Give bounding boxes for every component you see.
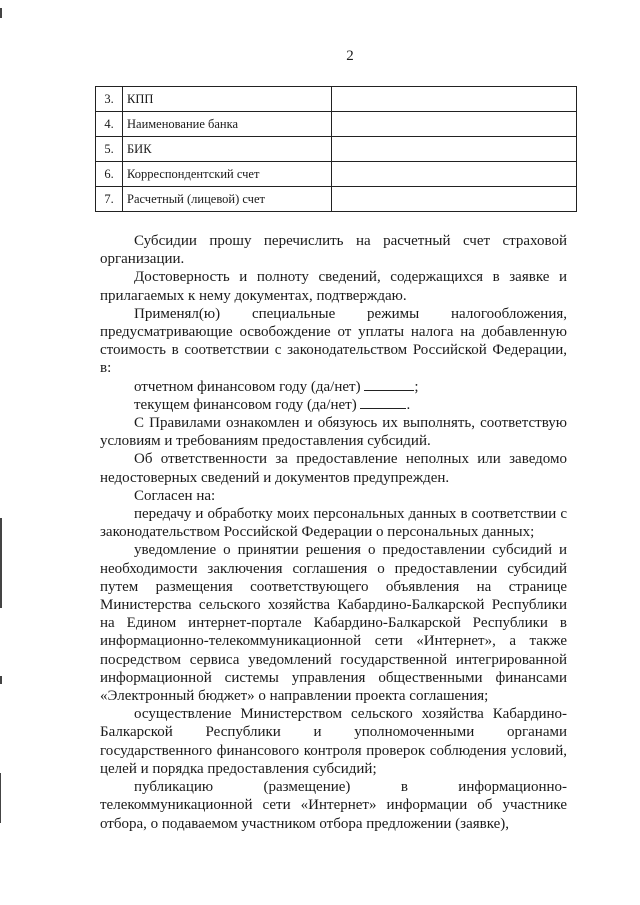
- current-year-label: текущем финансовом году (да/нет): [134, 396, 357, 413]
- row-number: 5.: [96, 137, 123, 162]
- bank-details-table: [95, 86, 577, 212]
- paragraph-publication: публикацию (размещение) в информационно-телекоммуникационной сети «Интернет» информации об участнике отбора, о подаваемом участником отбора предложении (заявке),: [100, 779, 567, 832]
- row-value: [332, 112, 577, 137]
- row-label: БИК: [123, 137, 332, 162]
- scan-mark-bottom: [0, 773, 1, 823]
- row-label: Корреспондентский счет: [123, 162, 332, 187]
- scan-mark-lower: [0, 676, 2, 684]
- table-row: [96, 187, 577, 212]
- paragraph-tax-regime: Применял(ю) специальные режимы налогообложения, предусматривающие освобождение от уплаты налога на добавленную стоимость в соответствии с законодательством Российской Федерации, в:: [100, 305, 567, 377]
- row-number: 4.: [96, 112, 123, 137]
- scan-mark-top: [0, 8, 2, 18]
- row-value: [332, 162, 577, 187]
- paragraph-notification: уведомление о принятии решения о предоставлении субсидий и необходимости заключения соглашения о предоставлении субсидий путем размещения соответствующего объявления на странице Министерства сельского хозяйства Кабардино-Балкарской Республики на Едином интернет-портале Кабардино-Балкарской Республики в информационно-телекоммуникационной сети «Интернет», а также посредством сервиса уведомлений государственной интегрированной информационной системы управления общественными финансами «Электронный бюджет» о направлении проекта соглашения;: [100, 542, 567, 705]
- reporting-year-label: отчетном финансовом году (да/нет): [134, 378, 361, 395]
- reporting-year-blank: [364, 378, 414, 391]
- row-label: Наименование банка: [123, 112, 332, 137]
- row-label: Расчетный (лицевой) счет: [123, 187, 332, 212]
- paragraph-bank-transfer: Субсидии прошу перечислить на расчетный счет страховой организации.: [100, 233, 567, 268]
- row-value: [332, 87, 577, 112]
- row-number: 7.: [96, 187, 123, 212]
- current-year-blank: [360, 396, 406, 409]
- application-text: [100, 232, 567, 833]
- row-number: 3.: [96, 87, 123, 112]
- row-value: [332, 187, 577, 212]
- paragraph-accuracy: Достоверность и полноту сведений, содержащихся в заявке и прилагаемых к нему документах, подтверждаю.: [100, 269, 567, 304]
- row-label: КПП: [123, 87, 332, 112]
- paragraph-current-year: [100, 396, 567, 414]
- table-row: [96, 162, 577, 187]
- table-row: [96, 112, 577, 137]
- reporting-year-end: ;: [414, 378, 419, 395]
- scan-mark-mid: [0, 518, 2, 608]
- current-year-end: .: [406, 396, 411, 413]
- paragraph-reporting-year: [100, 378, 567, 396]
- paragraph-inspections: осуществление Министерством сельского хозяйства Кабардино-Балкарской Республики и уполномоченными органами государственного финансового контроля проверок соблюдения условий, целей и порядка предоставления субсидий;: [100, 706, 567, 777]
- page-number: 2: [346, 48, 354, 64]
- table-row: [96, 87, 577, 112]
- paragraph-rules: С Правилами ознакомлен и обязуюсь их выполнять, соответствую условиям и требованиям предоставления субсидий.: [100, 415, 567, 450]
- paragraph-consent-heading: Согласен на:: [134, 487, 216, 504]
- row-number: 6.: [96, 162, 123, 187]
- paragraph-personal-data: передачу и обработку моих персональных данных в соответствии с законодательством Российской Федерации о персональных данных;: [100, 506, 567, 541]
- paragraph-liability: Об ответственности за предоставление неполных или заведомо недостоверных сведений и документов предупрежден.: [100, 451, 567, 486]
- row-value: [332, 137, 577, 162]
- table-row: [96, 137, 577, 162]
